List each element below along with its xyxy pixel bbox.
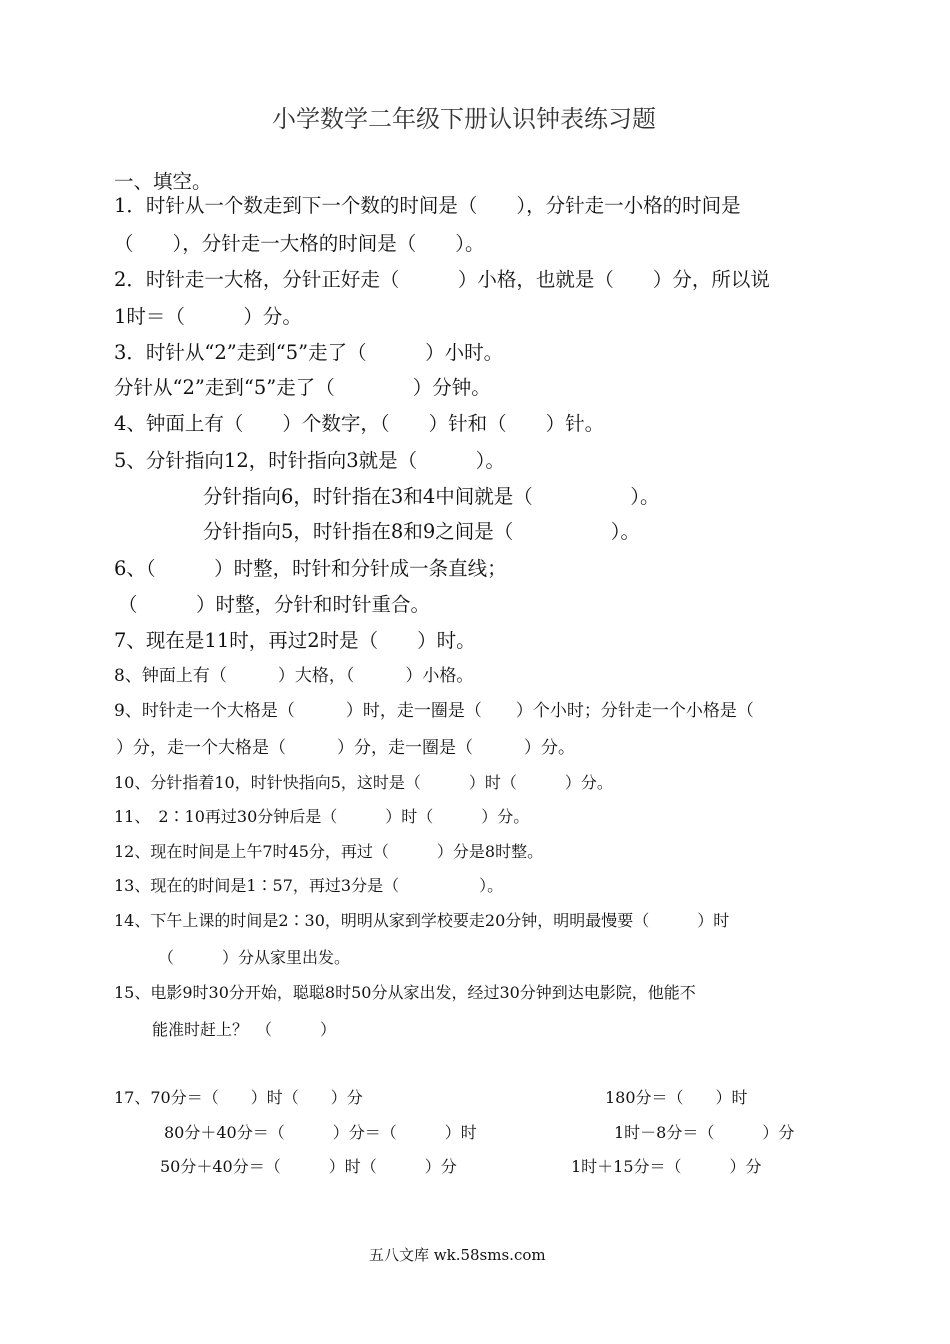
section-heading: 一、填空。 xyxy=(114,170,212,193)
q17-row3-right: 1时＋15分＝（ ）分 xyxy=(571,1157,762,1176)
q9-line1: 9、时针走一个大格是（ ）时，走一圈是（ ）个小时；分针走一个小格是（ xyxy=(114,701,754,721)
q1-line1: 1．时针从一个数走到下一个数的时间是（ ），分针走一小格的时间是 xyxy=(114,194,741,217)
q5-line3: 分针指向5，时针指在8和9之间是（ ）。 xyxy=(203,520,640,543)
q6-line2: （ ）时整，分针和时针重合。 xyxy=(118,593,431,616)
q15-line1: 15、电影9时30分开始，聪聪8时50分从家出发，经过30分钟到达电影院，他能不 xyxy=(114,983,696,1002)
q15-line2: 能准时赶上？ （ ） xyxy=(152,1020,337,1039)
q8: 8、钟面上有（ ）大格，（ ）小格。 xyxy=(114,666,474,686)
q13: 13、现在的时间是1∶57，再过3分是（ ）。 xyxy=(114,876,504,895)
footer-watermark: 五八文库 wk.58sms.com xyxy=(369,1246,546,1264)
q4: 4、钟面上有（ ）个数字，（ ）针和（ ）针。 xyxy=(114,412,605,435)
q5-line2: 分针指向6，时针指在3和4中间就是（ ）。 xyxy=(203,485,660,508)
page-title: 小学数学二年级下册认识钟表练习题 xyxy=(272,105,656,133)
q12: 12、现在时间是上午7时45分，再过（ ）分是8时整。 xyxy=(114,842,544,861)
q3-line2: 分针从“2”走到“5”走了（ ）分钟。 xyxy=(114,376,491,399)
q14-line2: （ ）分从家里出发。 xyxy=(158,948,351,967)
q2-line1: 2．时针走一大格，分针正好走（ ）小格，也就是（ ）分，所以说 xyxy=(114,268,770,291)
q7: 7、现在是11时，再过2时是（ ）时。 xyxy=(114,629,476,652)
q5-line1: 5、分针指向12，时针指向3就是（ ）。 xyxy=(114,449,505,472)
q17-row1-left: 17、70分＝（ ）时（ ）分 xyxy=(114,1088,363,1107)
q2-line2: 1时＝（ ）分。 xyxy=(114,305,302,328)
q17-row1-right: 180分＝（ ）时 xyxy=(605,1088,748,1107)
q11: 11、 2∶10再过30分钟后是（ ）时（ ）分。 xyxy=(114,807,530,826)
q10: 10、分针指着10，时针快指向5，这时是（ ）时（ ）分。 xyxy=(114,773,613,792)
q9-line2: ）分，走一个大格是（ ）分，走一圈是（ ）分。 xyxy=(116,738,575,758)
q17-row2-left: 80分＋40分＝（ ）分＝（ ）时 xyxy=(164,1123,477,1142)
q6-line1: 6、（ ）时整，时针和分针成一条直线； xyxy=(114,557,507,580)
q14-line1: 14、下午上课的时间是2∶30，明明从家到学校要走20分钟，明明最慢要（ ）时 xyxy=(114,911,730,930)
q17-row2-right: 1时－8分＝（ ）分 xyxy=(614,1123,795,1142)
q1-line2: （ ），分针走一大格的时间是（ ）。 xyxy=(114,232,485,255)
q3-line1: 3．时针从“2”走到“5”走了（ ）小时。 xyxy=(114,341,504,364)
q17-row3-left: 50分＋40分＝（ ）时（ ）分 xyxy=(160,1157,457,1176)
